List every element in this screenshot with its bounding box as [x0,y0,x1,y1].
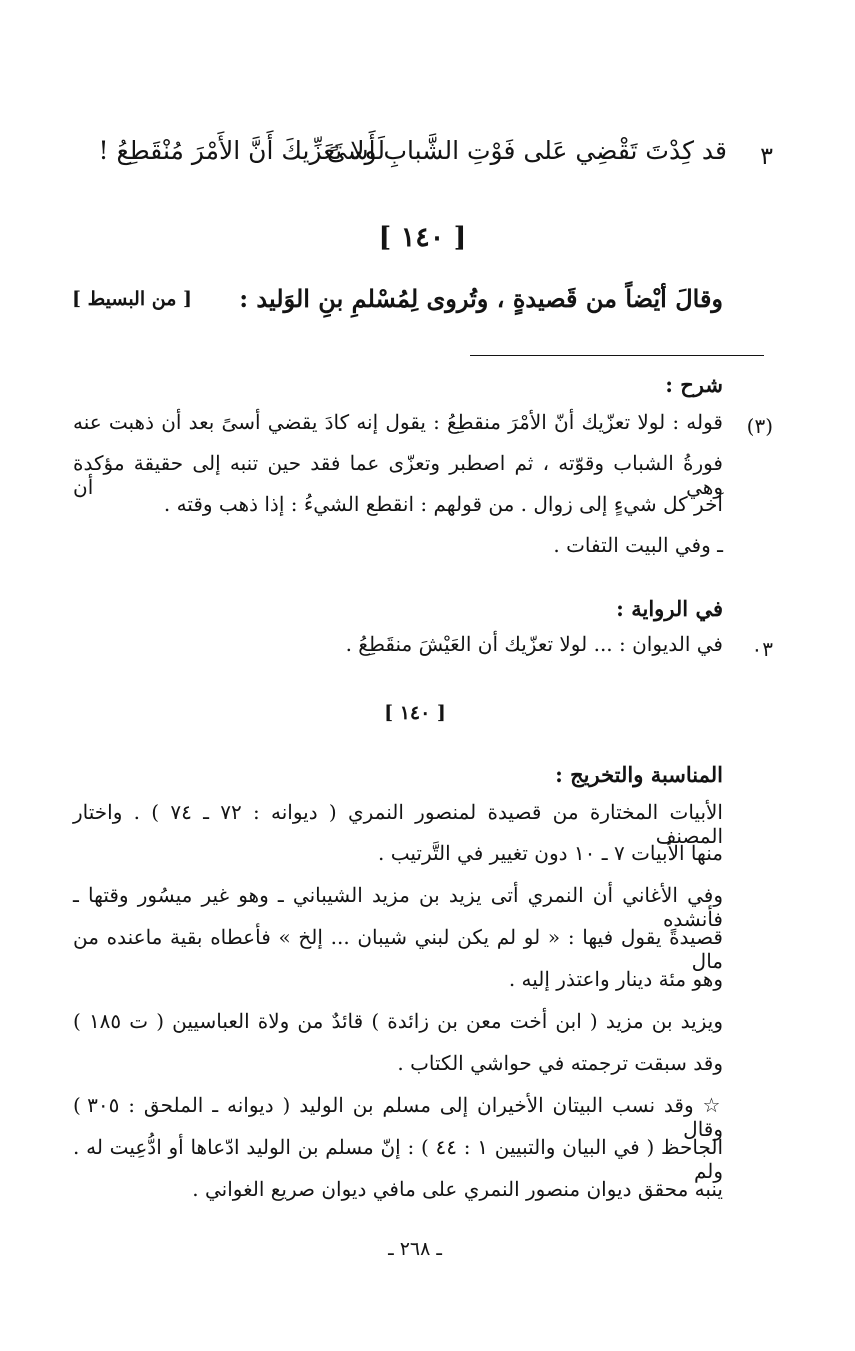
riwaya-note-number: ٠٣ [751,637,773,661]
commentary-line: آخر كل شيءٍ إلى زوال . من قولهم : انقطع الشيءُ : إذا ذهب وقته . [163,492,723,516]
commentary-note-number: (٣) [746,414,773,438]
munasaba-line: ويزيد بن مزيد ( ابن أخت معن بن زائدة ) قائدٌ من ولاة العباسيين ( ت ١٨٥ ) [73,1009,723,1033]
munasaba-line: وقد سبقت ترجمته في حواشي الكتاب . [397,1051,723,1075]
munasaba-line: ينبه محقق ديوان منصور النمري على مافي ديوان صريع الغواني . [192,1177,723,1201]
verse-first-hemistich: قد كِدْتَ تَقْضِي عَلى فَوْتِ الشَّبابِ أَسىً [326,136,727,165]
section-header: [ ١٤٠ ] [378,222,467,253]
commentary-line: قوله : لولا تعزّيك أنّ الأمْرَ منقطِعُ : يقول إنه كادَ يقضي أسىً بعد أن ذهبت عنه [73,410,723,434]
munasaba-line: الأبيات المختارة من قصيدة لمنصور النمري ( ديوانه : ٧٢ ـ ٧٤ ) . واختار المصنف [73,800,723,848]
footnote-divider [470,355,764,356]
munasaba-line: وفي الأغاني أن النمري أتى يزيد بن مزيد الشيباني ـ وهو غير ميسُور وقتها ـ فأنشده [73,883,723,931]
munasaba-line: منها الأبيات ٧ ـ ١٠ دون تغيير في التَّرتيب . [378,841,723,865]
commentary-heading: شرح : [665,372,723,397]
poem-introduction: وقالَ أيْضاً من قَصيدةٍ ، وتُروى لِمُسْلمِ بنِ الوَليد : [239,284,723,313]
munasaba-line: وهو مئة دينار واعتذر إليه . [508,967,723,991]
commentary-line: فورةُ الشباب وقوّته ، ثم اصطبر وتعزّى عما فقد حين تنبه إلى حقيقة مؤكدة وهي أن [73,451,723,499]
commentary-line: ـ وفي البيت التفات . [553,533,723,557]
munasaba-line: قصيدةً يقول فيها : « لو لم يكن لبني شيبان ... إلخ » فأعطاه بقية ماعنده من مال [73,925,723,973]
verse-second-hemistich: لَولا تَعَزِّيكَ أَنَّ الأَمْرَ مُنْقَطِعُ ! [98,136,385,165]
riwaya-heading: في الرواية : [616,596,723,621]
verse-number: ٣ [760,142,773,170]
meter-label: [ من البسيط ] [72,288,192,310]
riwaya-line: في الديوان : ... لولا تعزّيك أن العَيْشَ منقَطِعُ . [345,632,723,656]
munasaba-line: ☆ وقد نسب البيتان الأخيران إلى مسلم بن الوليد ( ديوانه ـ الملحق : ٣٠٥ ) وقال [73,1093,723,1141]
munasaba-heading: المناسبة والتخريج : [555,762,723,787]
munasaba-line: الجاحظ ( في البيان والتبيين ١ : ٤٤ ) : إنّ مسلم بن الوليد ادّعاها أو ادُّعِيت له . ولم [73,1135,724,1183]
page-number: ـ ٢٦٨ ـ [388,1238,442,1260]
section-header-small: [ ١٤٠ ] [384,702,446,724]
